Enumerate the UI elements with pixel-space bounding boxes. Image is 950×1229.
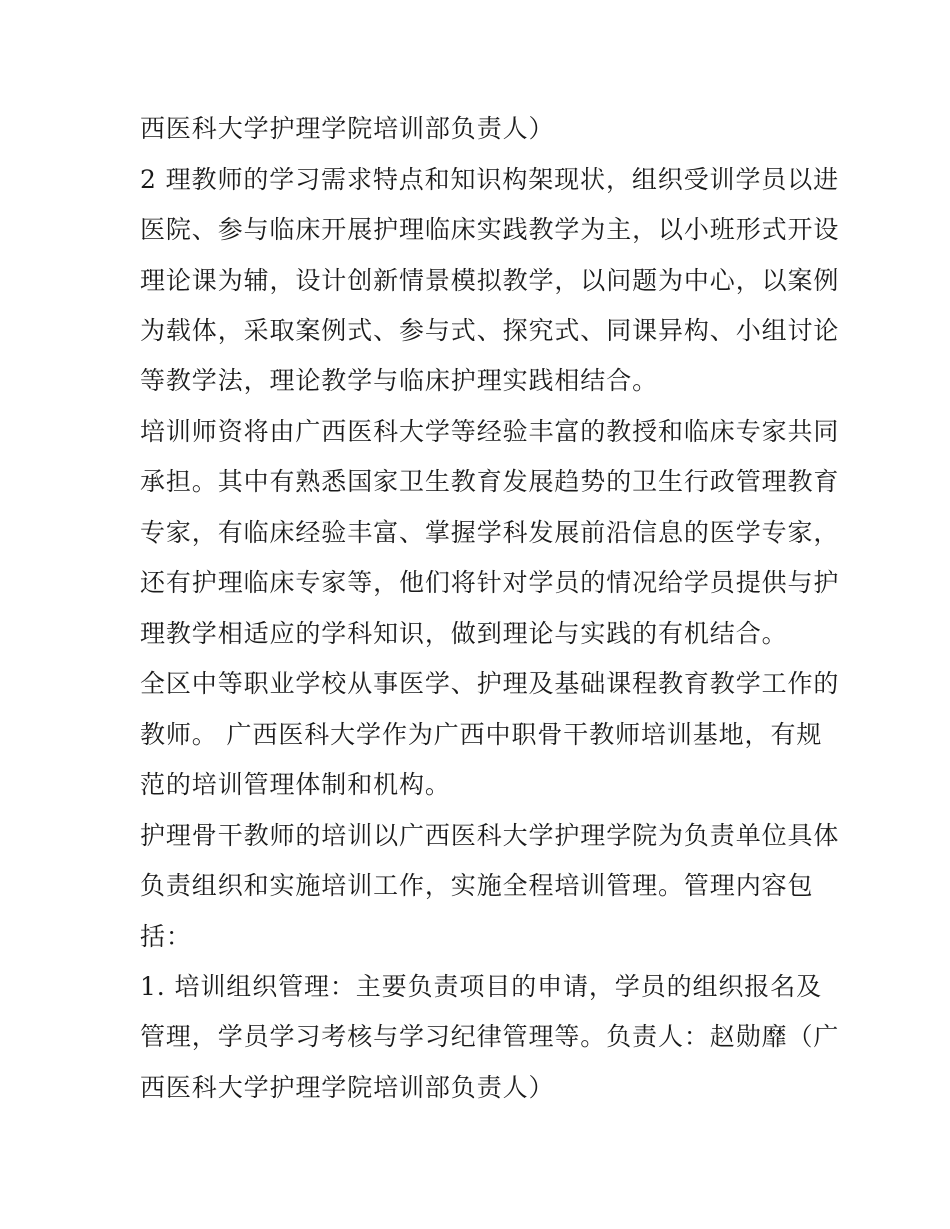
text-line: 范的培训管理体制和机构。	[140, 770, 451, 799]
text-line: 为载体，采取案例式、参与式、探究式、同课异构、小组讨论	[140, 316, 840, 345]
text-line: 专家，有临床经验丰富、掌握学科发展前沿信息的医学专家，	[140, 518, 840, 547]
text-line: 培训师资将由广西医科大学等经验丰富的教授和临床专家共同	[140, 417, 840, 446]
text-line: 管理，学员学习考核与学习纪律管理等。负责人：赵勋靡（广	[140, 1022, 840, 1051]
text-line: 护理骨干教师的培训以广西医科大学护理学院为负责单位具体	[140, 821, 840, 850]
text-line: 西医科大学护理学院培训部负责人）	[140, 114, 555, 143]
text-line: 等教学法，理论教学与临床护理实践相结合。	[140, 366, 659, 395]
text-line: 还有护理临床专家等，他们将针对学员的情况给学员提供与护	[140, 568, 840, 597]
text-line: 括：	[140, 922, 192, 951]
text-line: 理论课为辅，设计创新情景模拟教学，以问题为中心，以案例	[140, 266, 840, 295]
text-line: 医院、参与临床开展护理临床实践教学为主，以小班形式开设	[140, 215, 840, 244]
text-line: 2 理教师的学习需求特点和知识构架现状，组织受训学员以进	[140, 165, 840, 194]
text-line: 承担。其中有熟悉国家卫生教育发展趋势的卫生行政管理教育	[140, 467, 840, 496]
text-line: 全区中等职业学校从事医学、护理及基础课程教育教学工作的	[140, 669, 840, 698]
text-line: 西医科大学护理学院培训部负责人）	[140, 1073, 555, 1102]
text-line: 1. 培训组织管理：主要负责项目的申请，学员的组织报名及	[140, 972, 823, 1001]
text-line: 教师。 广西医科大学作为广西中职骨干教师培训基地，有规	[140, 720, 823, 749]
text-line: 负责组织和实施培训工作，实施全程培训管理。管理内容包	[140, 871, 814, 900]
text-line: 理教学相适应的学科知识，做到理论与实践的有机结合。	[140, 619, 788, 648]
